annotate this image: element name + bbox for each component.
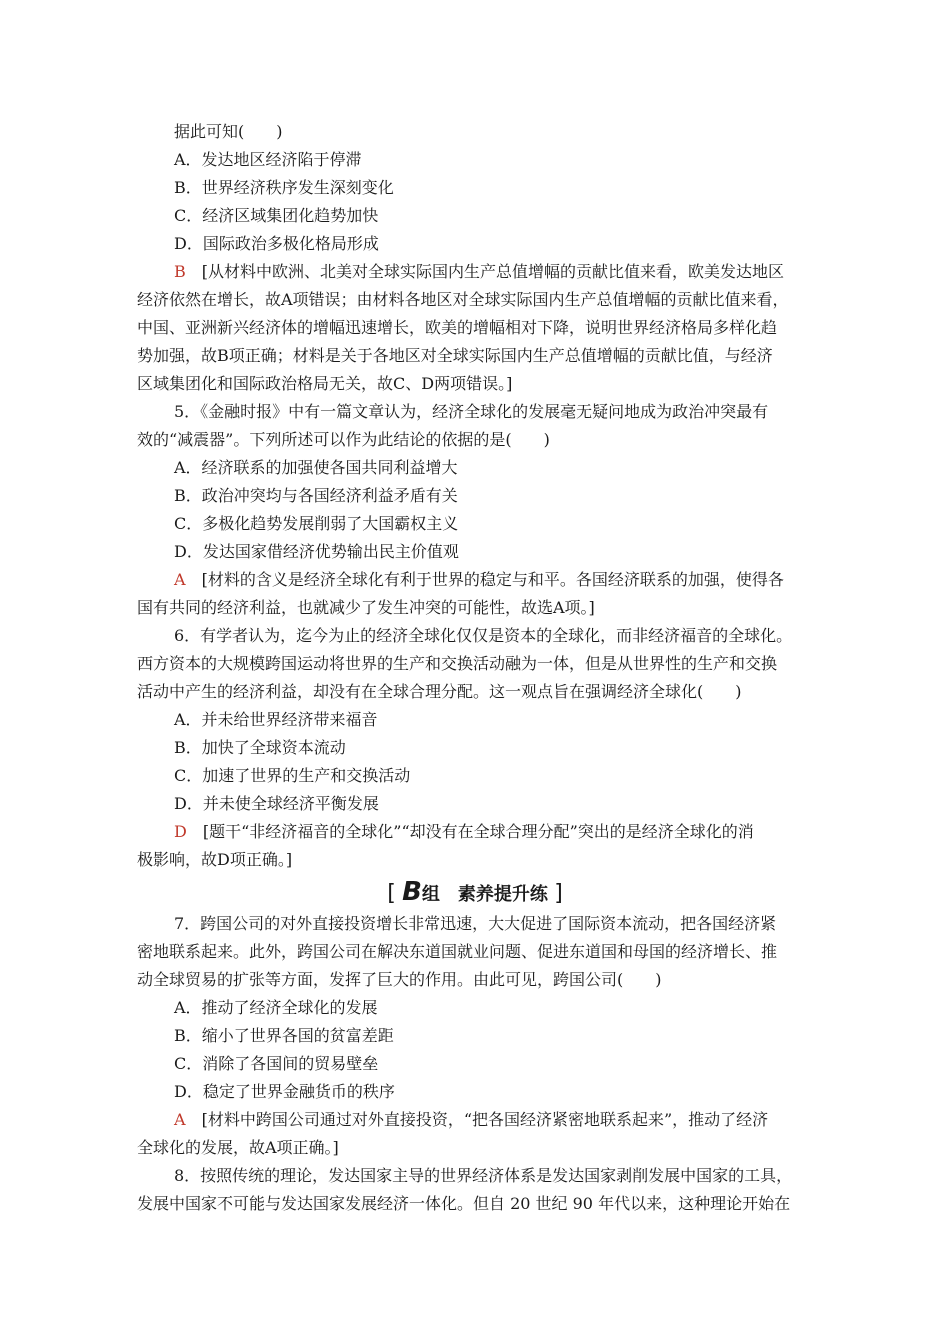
explanation-line: [从材料中欧洲、北美对全球实际国内生产总值增幅的贡献比值来看，欧美发达地区	[201, 262, 785, 281]
option-d: D．并未使全球经济平衡发展	[174, 794, 379, 813]
explanation-line: 经济依然在增长，故A项错误；由材料各地区对全球实际国内生产总值增幅的贡献比值来看，	[137, 290, 789, 309]
option-a: A．并未给世界经济带来福音	[174, 710, 378, 729]
question-stem: 西方资本的大规模跨国运动将世界的生产和交换活动融为一体，但是从世界性的生产和交换	[137, 654, 778, 673]
answer-letter: A	[174, 1110, 186, 1129]
explanation-line: [题干“非经济福音的全球化”“却没有在全球合理分配”突出的是经济全球化的消	[202, 822, 754, 841]
answer-letter: D	[174, 822, 187, 841]
explanation-line: [材料的含义是经济全球化有利于世界的稳定与和平。各国经济联系的加强，使得各	[201, 570, 784, 589]
answer-letter: B	[174, 262, 186, 281]
question-stem: 8．按照传统的理论，发达国家主导的世界经济体系是发达国家剥削发展中国家的工具，	[174, 1166, 793, 1185]
option-b: B．加快了全球资本流动	[174, 738, 346, 757]
option-c: C．消除了各国间的贸易壁垒	[174, 1054, 379, 1073]
explanation-line: 势加强，故B项正确；材料是关于各地区对全球实际国内生产总值增幅的贡献比值，与经济	[137, 346, 773, 365]
question-stem: 活动中产生的经济利益，却没有在全球合理分配。这一观点旨在强调经济全球化( )	[137, 682, 742, 701]
question-stem: 动全球贸易的扩张等方面，发挥了巨大的作用。由此可见，跨国公司( )	[137, 970, 662, 989]
option-d: D．发达国家借经济优势输出民主价值观	[174, 542, 459, 561]
question-stem: 5．《金融时报》中有一篇文章认为，经济全球化的发展毫无疑问地成为政治冲突最有	[174, 402, 769, 421]
question-stem: 发展中国家不可能与发达国家发展经济一体化。但自 20 世纪 90 年代以来，这种理论开始在	[137, 1194, 791, 1213]
answer-explanation	[174, 258, 854, 286]
explanation-line: 极影响，故D项正确。]	[137, 850, 293, 869]
answer-letter: A	[174, 570, 186, 589]
answer-explanation	[174, 1106, 854, 1134]
explanation-line: 区域集团化和国际政治格局无关，故C、D两项错误。]	[137, 374, 513, 393]
option-c: C．加速了世界的生产和交换活动	[174, 766, 411, 785]
explanation-line: 国有共同的经济利益，也就减少了发生冲突的可能性，故选A项。]	[137, 598, 595, 617]
section-title: 组 素养提升练	[421, 884, 548, 905]
question-stem: 6．有学者认为，迄今为止的经济全球化仅仅是资本的全球化，而非经济福音的全球化。	[174, 626, 793, 645]
answer-explanation	[174, 818, 854, 846]
explanation-line: 中国、亚洲新兴经济体的增幅迅速增长，欧美的增幅相对下降，说明世界经济格局多样化趋	[137, 318, 778, 337]
explanation-line: [材料中跨国公司通过对外直接投资，“把各国经济紧密地联系起来”，推动了经济	[201, 1110, 769, 1129]
option-c: C．多极化趋势发展削弱了大国霸权主义	[174, 514, 459, 533]
option-a: A．发达地区经济陷于停滞	[174, 150, 362, 169]
left-bracket: [	[387, 881, 396, 906]
option-b: B．缩小了世界各国的贫富差距	[174, 1026, 394, 1045]
option-d: D．稳定了世界金融货币的秩序	[174, 1082, 395, 1101]
option-b: B．政治冲突均与各国经济利益矛盾有关	[174, 486, 458, 505]
question-stem: 据此可知( )	[174, 122, 283, 141]
option-d: D．国际政治多极化格局形成	[174, 234, 379, 253]
group-letter: B	[402, 877, 422, 907]
option-a: A．推动了经济全球化的发展	[174, 998, 378, 1017]
option-b: B．世界经济秩序发生深刻变化	[174, 178, 394, 197]
option-c: C．经济区域集团化趋势加快	[174, 206, 379, 225]
section-heading	[0, 876, 950, 908]
answer-explanation	[174, 566, 854, 594]
explanation-line: 全球化的发展，故A项正确。]	[137, 1138, 339, 1157]
question-stem: 7．跨国公司的对外直接投资增长非常迅速，大大促进了国际资本流动，把各国经济紧	[174, 914, 777, 933]
right-bracket: ]	[554, 881, 563, 906]
question-stem: 效的“减震器”。下列所述可以作为此结论的依据的是( )	[137, 430, 550, 449]
question-stem: 密地联系起来。此外，跨国公司在解决东道国就业问题、促进东道国和母国的经济增长、推	[137, 942, 778, 961]
option-a: A．经济联系的加强使各国共同利益增大	[174, 458, 458, 477]
